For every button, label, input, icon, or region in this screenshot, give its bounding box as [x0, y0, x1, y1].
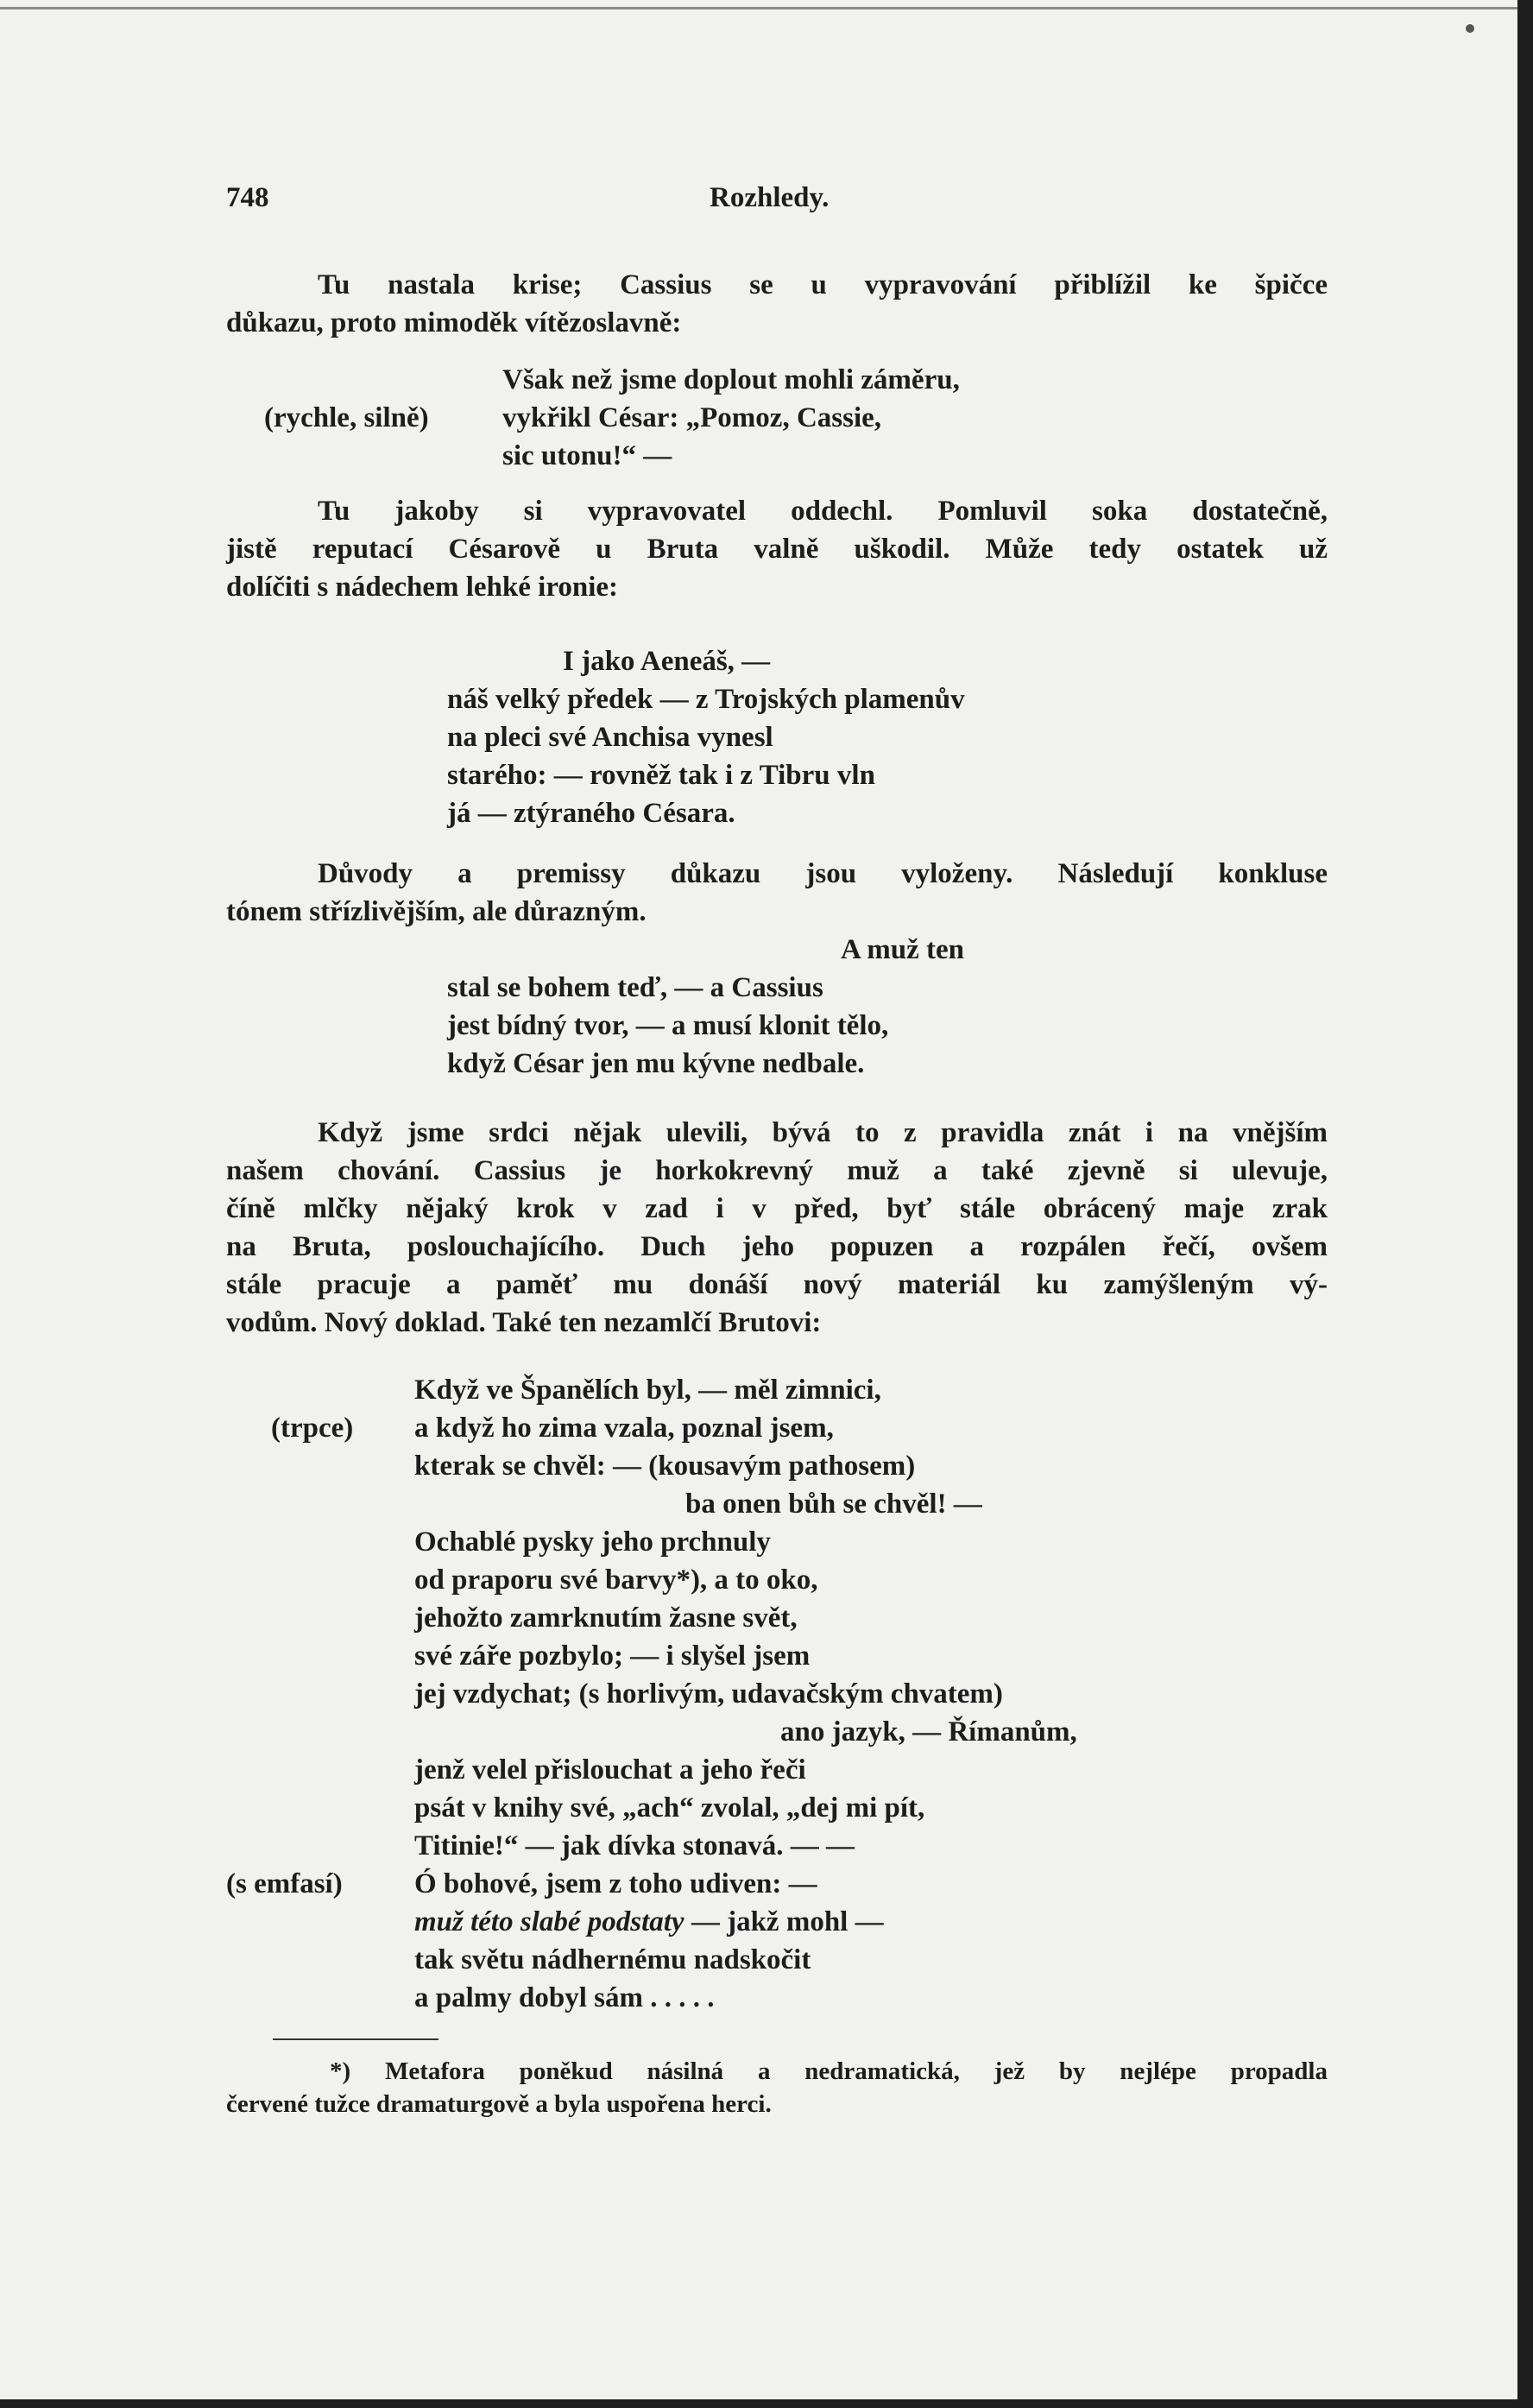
verse-line: Když ve Španělích byl, — měl zimnici,	[414, 1375, 881, 1406]
scan-dot	[1466, 24, 1474, 33]
verse-line: od praporu své barvy*), a to oko,	[414, 1564, 818, 1596]
footnote-rule	[273, 2038, 438, 2040]
verse-line: Však než jsme doplout mohli záměru,	[502, 364, 960, 395]
running-title: Rozhledy.	[710, 182, 830, 213]
verse-line: A muž ten	[841, 934, 964, 965]
verse-line: a když ho zima vzala, poznal jsem,	[414, 1413, 834, 1444]
stage-direction: (trpce)	[271, 1413, 354, 1444]
paragraph-line: tónem střízlivějším, ale důrazným.	[226, 896, 647, 927]
italic-phrase: muž této slabé podstaty	[414, 1906, 684, 1937]
verse-line-emphasis	[414, 1903, 884, 1941]
verse-line: ano jazyk, — Římanům,	[780, 1716, 1077, 1748]
paragraph-line: na Bruta, poslouchajícího. Duch jeho popuzen a rozpálen řečí, ovšem	[226, 1231, 1328, 1262]
verse-line: stal se bohem teď, — a Cassius	[447, 972, 823, 1003]
verse-line: psát v knihy své, „ach“ zvolal, „dej mi pít,	[414, 1792, 925, 1823]
verse-line: Titinie!“ — jak dívka stonavá. — —	[414, 1830, 855, 1861]
paragraph-line: Tu nastala krise; Cassius se u vypravování přiblížil ke špičce	[318, 269, 1328, 300]
paragraph-line: Když jsme srdci nějak ulevili, bývá to z pravidla znát i na vnějším	[318, 1117, 1328, 1148]
verse-line: sic utonu!“ —	[502, 440, 672, 471]
verse-line-rest: — jakž mohl —	[684, 1906, 884, 1937]
verse-line: já — ztýraného Césara.	[447, 798, 735, 829]
paragraph-line: jistě reputací Césarově u Bruta valně uškodil. Může tedy ostatek už	[226, 534, 1328, 565]
footnote-line: *) Metafora poněkud násilná a nedramatická, jež by nejlépe propadla	[330, 2057, 1328, 2085]
verse-line: a palmy dobyl sám . . . . .	[414, 1982, 715, 2013]
verse-line: Ó bohové, jsem z toho udiven: —	[414, 1868, 817, 1899]
paragraph-line: stále pracuje a paměť mu donáší nový materiál ku zamýšleným vý-	[226, 1269, 1328, 1300]
paragraph-line: číně mlčky nějaký krok v zad i v před, byť stále obrácený maje zrak	[226, 1193, 1328, 1224]
verse-line: vykřikl César: „Pomoz, Cassie,	[502, 402, 882, 433]
verse-line: I jako Aeneáš, —	[563, 646, 771, 677]
verse-line: své záře pozbylo; — i slyšel jsem	[414, 1640, 811, 1672]
paragraph-line: Důvody a premissy důkazu jsou vyloženy. Následují konkluse	[318, 858, 1328, 889]
paragraph-line: vodům. Nový doklad. Také ten nezamlčí Brutovi:	[226, 1307, 822, 1338]
verse-line: na pleci své Anchisa vynesl	[447, 722, 773, 753]
verse-line: jenž velel přislouchat a jeho řeči	[414, 1754, 806, 1785]
paragraph-line: dolíčiti s nádechem lehké ironie:	[226, 572, 619, 603]
verse-line: jehožto zamrknutím žasne svět,	[414, 1602, 798, 1634]
paragraph-line: Tu jakoby si vypravovatel oddechl. Pomluvil soka dostatečně,	[318, 496, 1328, 527]
verse-line: když César jen mu kývne nedbale.	[447, 1048, 865, 1079]
verse-line: tak světu nádhernému nadskočit	[414, 1944, 811, 1975]
stage-direction: (rychle, silně)	[264, 402, 429, 433]
stage-direction: (s emfasí)	[226, 1868, 343, 1899]
verse-line: ba onen bůh se chvěl! —	[685, 1488, 982, 1520]
paragraph-line: důkazu, proto mimoděk vítězoslavně:	[226, 307, 682, 338]
verse-line: náš velký předek — z Trojských plamenův	[447, 684, 965, 715]
scan-edge-line	[0, 7, 1517, 9]
footnote-line: červené tužce dramaturgově a byla uspořena herci.	[226, 2090, 772, 2118]
verse-line: Ochablé pysky jeho prchnuly	[414, 1526, 771, 1558]
verse-line: kterak se chvěl: — (kousavým pathosem)	[414, 1450, 916, 1482]
verse-line: jej vzdychat; (s horlivým, udavačským chvatem)	[414, 1678, 1003, 1710]
verse-line: jest bídný tvor, — a musí klonit tělo,	[447, 1010, 889, 1041]
page-number: 748	[226, 182, 269, 213]
paragraph-line: našem chování. Cassius je horkokrevný muž a také zjevně si ulevuje,	[226, 1155, 1328, 1186]
verse-line: starého: — rovněž tak i z Tibru vln	[447, 760, 875, 791]
